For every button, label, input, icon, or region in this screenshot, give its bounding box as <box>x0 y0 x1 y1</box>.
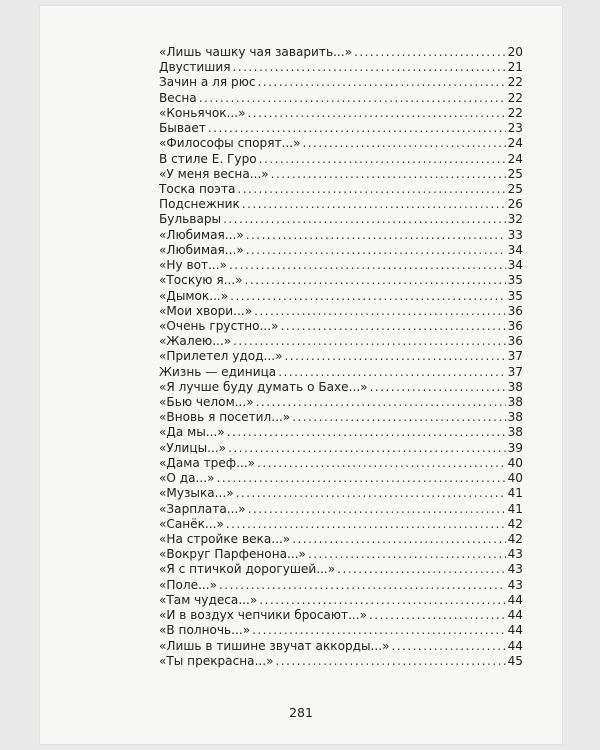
dot-leader <box>292 532 505 547</box>
toc-entry-page: 32 <box>507 212 523 227</box>
toc-entry-page: 43 <box>507 577 523 592</box>
toc-entry <box>159 623 523 638</box>
toc-entry-page: 41 <box>507 501 523 516</box>
toc-entry <box>159 106 523 121</box>
toc-entry <box>159 258 523 273</box>
toc-entry <box>159 456 523 471</box>
toc-entry-page: 45 <box>507 653 523 668</box>
toc-entry-page: 40 <box>507 471 523 486</box>
dot-leader <box>271 167 506 182</box>
toc-entry-title: Бывает <box>159 121 206 136</box>
toc-entry-title: «Лишь чашку чая заварить...» <box>159 45 353 59</box>
toc-entry-page: 23 <box>507 121 523 136</box>
toc-entry <box>159 502 523 517</box>
toc-entry <box>159 425 523 440</box>
toc-entry <box>159 380 523 395</box>
toc-entry-page: 35 <box>507 273 523 288</box>
toc-entry-title: «Прилетел удод...» <box>159 349 283 364</box>
toc-entry-title: «Я с птичкой дорогушей...» <box>159 562 336 577</box>
dot-leader <box>354 45 506 60</box>
toc-entry-page: 44 <box>507 638 523 653</box>
toc-entry-page: 38 <box>507 395 523 410</box>
toc-entry-title: Бульвары <box>159 212 222 227</box>
dot-leader <box>208 121 506 136</box>
dot-leader <box>223 212 506 227</box>
toc-entry-page: 24 <box>507 151 523 166</box>
toc-entry <box>159 365 523 380</box>
toc-entry-page: 43 <box>507 562 523 577</box>
toc-entry <box>159 60 523 75</box>
toc-entry-title: «У меня весна...» <box>159 166 269 181</box>
toc-entry-page: 22 <box>507 75 523 90</box>
toc-entry-title: «В полночь...» <box>159 623 251 638</box>
toc-entry-page: 38 <box>507 410 523 425</box>
dot-leader <box>233 60 506 75</box>
toc-entry <box>159 121 523 136</box>
dot-leader <box>308 547 506 562</box>
toc-entry <box>159 319 523 334</box>
toc-entry-title: «Там чудеса...» <box>159 592 258 607</box>
toc-entry-page: 42 <box>507 516 523 531</box>
toc-entry-title: «Ну вот...» <box>159 258 227 273</box>
toc-entry-page: 37 <box>507 364 523 379</box>
toc-entry-title: «Санёк...» <box>159 516 224 531</box>
toc-entry-title: «Поле...» <box>159 577 217 592</box>
toc-entry-title: «Да мы...» <box>159 425 225 440</box>
dot-leader <box>391 639 505 654</box>
toc-entry-title: «Улицы...» <box>159 440 227 455</box>
dot-leader <box>257 456 506 471</box>
toc-entry <box>159 212 523 227</box>
toc-entry <box>159 441 523 456</box>
toc-entry-title: Весна <box>159 90 197 105</box>
toc-entry-title: «Я лучше буду думать о Бахе...» <box>159 379 368 394</box>
dot-leader <box>228 441 506 456</box>
toc-entry <box>159 243 523 258</box>
toc-entry-page: 20 <box>507 45 523 59</box>
dot-leader <box>302 136 505 151</box>
toc-entry <box>159 486 523 501</box>
toc-entry <box>159 273 523 288</box>
toc-entry-page: 38 <box>507 379 523 394</box>
toc-entry <box>159 532 523 547</box>
toc-entry <box>159 45 523 60</box>
toc-entry-page: 42 <box>507 532 523 546</box>
page-number: 281 <box>289 705 313 720</box>
dot-leader <box>292 410 505 425</box>
dot-leader <box>199 91 506 106</box>
toc-entry-title: «Тоскую я...» <box>159 273 243 288</box>
dot-leader <box>247 106 505 121</box>
dot-leader <box>258 75 506 90</box>
toc-entry-title: Тоска поэта <box>159 181 236 196</box>
toc-entry-title: «Дымок...» <box>159 288 229 303</box>
toc-entry-page: 36 <box>507 318 523 333</box>
toc-entry <box>159 167 523 182</box>
toc-entry-title: «Любимая...» <box>159 242 244 257</box>
toc-entry <box>159 578 523 593</box>
toc-entry-title: «Вокруг Парфенона...» <box>159 547 306 562</box>
toc-entry-page: 25 <box>507 166 523 181</box>
toc-entry-page: 43 <box>507 547 523 562</box>
toc-entry <box>159 395 523 410</box>
toc-entry-title: Жизнь — единица <box>159 364 277 379</box>
toc-entry-title: «Музыка...» <box>159 486 234 501</box>
toc-entry-title: «Ты прекрасна...» <box>159 653 274 668</box>
dot-leader <box>256 395 506 410</box>
toc-entry-page: 44 <box>507 608 523 623</box>
dot-leader <box>245 273 506 288</box>
toc-entry <box>159 304 523 319</box>
dot-leader <box>337 562 505 577</box>
dot-leader <box>233 334 505 349</box>
dot-leader <box>281 319 506 334</box>
toc-entry-page: 38 <box>507 425 523 440</box>
toc-entry-page: 22 <box>507 90 523 105</box>
toc-entry-page: 25 <box>507 181 523 196</box>
toc-entry-title: В стиле Е. Гуро <box>159 151 257 166</box>
toc-entry <box>159 334 523 349</box>
toc-entry-title: «И в воздух чепчики бросают...» <box>159 608 367 623</box>
toc-entry <box>159 410 523 425</box>
dot-leader <box>252 623 506 638</box>
toc-entry <box>159 562 523 577</box>
toc-entry-title: «Жалею...» <box>159 334 232 349</box>
dot-leader <box>248 502 506 517</box>
toc-entry <box>159 517 523 532</box>
dot-leader <box>370 380 506 395</box>
toc-entry <box>159 182 523 197</box>
toc-entry-title: «Философы спорят...» <box>159 136 301 151</box>
book-page <box>40 6 562 744</box>
toc-entry-title: «Любимая...» <box>159 227 244 242</box>
toc-entry-title: «Лишь в тишине звучат аккорды...» <box>159 638 390 653</box>
toc-entry-page: 21 <box>507 60 523 75</box>
toc-entry-page: 40 <box>507 455 523 470</box>
toc-entry-title: Подснежник <box>159 197 240 212</box>
toc-entry <box>159 197 523 212</box>
toc-entry <box>159 91 523 106</box>
dot-leader <box>227 425 506 440</box>
dot-leader <box>246 228 506 243</box>
toc-entry <box>159 228 523 243</box>
toc-entry-page: 33 <box>507 227 523 242</box>
toc-entry-page: 22 <box>507 105 523 120</box>
dot-leader <box>226 517 506 532</box>
dot-leader <box>276 654 506 669</box>
dot-leader <box>284 349 505 364</box>
dot-leader <box>242 197 506 212</box>
dot-leader <box>237 182 505 197</box>
toc-entry-title: «Мои хвори...» <box>159 303 253 318</box>
toc-entry <box>159 471 523 486</box>
toc-entry-page: 39 <box>507 440 523 455</box>
toc-entry-page: 44 <box>507 623 523 638</box>
toc-entry-title: «Дама треф...» <box>159 455 256 470</box>
toc-entry-page: 36 <box>507 303 523 318</box>
toc-entry-page: 37 <box>507 349 523 364</box>
toc-entry-page: 41 <box>507 486 523 501</box>
toc-entry <box>159 349 523 364</box>
toc-entry-title: «Зарплата...» <box>159 501 246 516</box>
dot-leader <box>229 258 506 273</box>
toc-entry-title: «Бью челом...» <box>159 395 254 410</box>
toc-entry-page: 36 <box>507 334 523 349</box>
dot-leader <box>259 593 505 608</box>
dot-leader <box>259 152 506 167</box>
toc-entry <box>159 608 523 623</box>
dot-leader <box>254 304 506 319</box>
toc-entry-page: 34 <box>507 242 523 257</box>
toc-entry <box>159 547 523 562</box>
toc-entry <box>159 152 523 167</box>
toc-entry-page: 26 <box>507 197 523 212</box>
toc-entry-page: 24 <box>507 136 523 151</box>
dot-leader <box>369 608 506 623</box>
toc-entry-title: Зачин а ля рюс <box>159 75 256 90</box>
toc-entry <box>159 136 523 151</box>
dot-leader <box>216 471 505 486</box>
toc-entry-page: 34 <box>507 258 523 273</box>
dot-leader <box>236 486 506 501</box>
toc-entry-title: «Коньячок...» <box>159 105 246 120</box>
toc-entry <box>159 593 523 608</box>
toc-entry <box>159 75 523 90</box>
table-of-contents <box>159 45 523 669</box>
toc-entry-title: «Очень грустно...» <box>159 318 279 333</box>
dot-leader <box>230 289 505 304</box>
toc-entry <box>159 639 523 654</box>
toc-entry-page: 44 <box>507 592 523 607</box>
dot-leader <box>246 243 506 258</box>
dot-leader <box>219 578 506 593</box>
toc-entry-title: Двустишия <box>159 60 231 75</box>
toc-entry <box>159 289 523 304</box>
toc-entry-title: «Вновь я посетил...» <box>159 410 291 425</box>
toc-entry-title: «На стройке века...» <box>159 532 291 546</box>
toc-entry-page: 35 <box>507 288 523 303</box>
dot-leader <box>278 365 505 380</box>
toc-entry-title: «О да...» <box>159 471 215 486</box>
toc-entry <box>159 654 523 669</box>
